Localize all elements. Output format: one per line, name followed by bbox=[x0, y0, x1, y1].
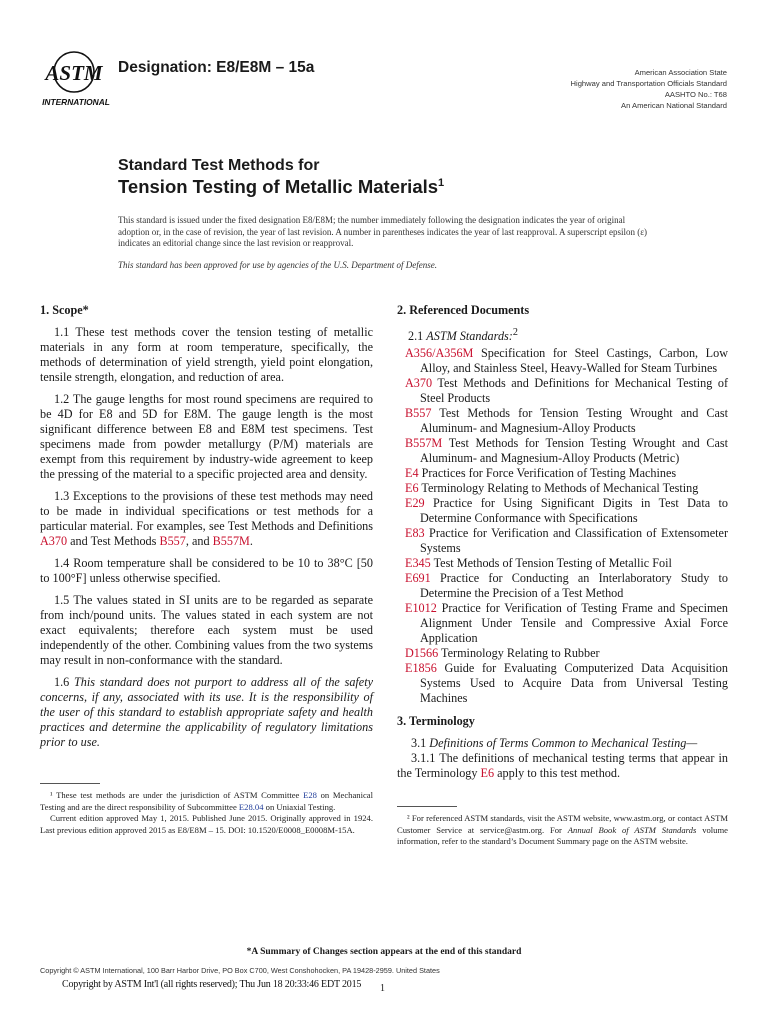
reference-item bbox=[405, 346, 728, 376]
footnote-rule bbox=[397, 806, 457, 807]
left-column bbox=[40, 303, 373, 757]
fn-text: ¹ These test methods are under the jurisdiction of ASTM Committee bbox=[50, 790, 304, 800]
reference-title: Test Methods for Tension Testing Wrought and Cast Aluminum- and Magnesium-Alloy Products (Metric) bbox=[420, 436, 729, 466]
footnote-mark: 2 bbox=[512, 327, 518, 338]
para-text: 3.1.1 The definitions of mechanical testing terms that appear in the Terminology bbox=[397, 751, 728, 781]
footnote-2 bbox=[397, 806, 728, 848]
para-1-3 bbox=[40, 489, 373, 549]
para-text: 1.3 Exceptions to the provisions of these test methods may need to be made in individual specifications or test methods for a particular material. For examples, see Test Methods and Definitions bbox=[40, 489, 373, 533]
para-number: 3.1 bbox=[411, 736, 430, 751]
ref-link-e29[interactable]: E29 bbox=[405, 496, 425, 511]
summary-of-changes-note: *A Summary of Changes section appears at the end of this standard bbox=[246, 947, 522, 957]
reference-title: Terminology Relating to Rubber bbox=[441, 646, 600, 661]
reference-item bbox=[405, 496, 728, 526]
title-footnote-mark: 1 bbox=[438, 176, 445, 189]
designation: Designation: E8/E8M – 15a bbox=[118, 59, 315, 76]
aashto-block bbox=[571, 67, 727, 111]
reference-item bbox=[405, 661, 728, 706]
ref-link-e83[interactable]: E83 bbox=[405, 526, 425, 541]
title-line-1: Standard Test Methods for bbox=[118, 157, 320, 174]
copyright-line: Copyright © ASTM International, 100 Barr Harbor Drive, PO Box C700, West Conshohocken, PA 19428-2959. United States bbox=[40, 966, 440, 975]
reference-title: Guide for Evaluating Computerized Data Acquisition Systems Used to Acquire Data from Universal Testing Machines bbox=[420, 661, 728, 706]
standard-notice: This standard is issued under the fixed designation E8/E8M; the number immediately following the designation indicates the year of original adoption or, in the case of revision, the year of last revision. A number in parentheses indicates the year of last reapproval. A superscript epsilon (ε) indicates an editorial change since the last revision or reapproval. bbox=[118, 215, 648, 249]
reference-item bbox=[405, 406, 728, 436]
fn-text: on Uniaxial Testing. bbox=[263, 801, 336, 812]
reference-item bbox=[405, 466, 728, 481]
para-text: . bbox=[249, 534, 253, 548]
para-1-1: 1.1 These test methods cover the tension testing of metallic materials in any form at room temperature, specifically, the methods of determination of yield strength, yield point elongation, tensile strength, elongation, and reduction of area. bbox=[40, 325, 373, 384]
footnote-1 bbox=[40, 783, 373, 836]
ref-link-e6[interactable]: E6 bbox=[480, 766, 495, 781]
ref-link-e6[interactable]: E6 bbox=[405, 481, 419, 496]
ref-link-e1856[interactable]: E1856 bbox=[405, 661, 437, 676]
title-text: Tension Testing of Metallic Materials bbox=[118, 176, 439, 197]
reference-title: Practice for Using Significant Digits in Test Data to Determine Conformance with Specifications bbox=[420, 496, 728, 526]
ref-link-e1012[interactable]: E1012 bbox=[405, 601, 437, 616]
referenced-heading: 2. Referenced Documents bbox=[397, 303, 530, 317]
fn-text: ² For referenced ASTM standards, visit the ASTM website, www.astm.org, or contact ASTM Customer Service at service@astm.org. For bbox=[397, 813, 728, 835]
ref-link-b557m[interactable]: B557M bbox=[212, 534, 250, 548]
dod-notice: This standard has been approved for use by agencies of the U.S. Department of Defense. bbox=[118, 260, 438, 270]
ref-link-a356-a356m[interactable]: A356/A356M bbox=[405, 346, 474, 361]
para-text: Definitions of Terms Common to Mechanical Testing— bbox=[429, 736, 698, 751]
para-text: , and bbox=[185, 534, 213, 548]
title-line-2 bbox=[118, 176, 444, 198]
reference-item bbox=[405, 376, 728, 406]
page-number: 1 bbox=[380, 983, 385, 994]
reference-item bbox=[405, 556, 728, 571]
reference-title: Practice for Verification and Classification of Extensometer Systems bbox=[420, 526, 728, 556]
terminology-heading: 3. Terminology bbox=[397, 714, 475, 729]
footnote-1-edition: Current edition approved May 1, 2015. Published June 2015. Originally approved in 1924. Last previous edition approved 2015 as E8/E8M – 15. DOI: 10.1520/E0008_E0008M-15A. bbox=[40, 813, 373, 835]
para-text: apply to this test method. bbox=[494, 766, 621, 781]
reference-title: Test Methods and Definitions for Mechanical Testing of Steel Products bbox=[420, 376, 728, 406]
para-1-4: 1.4 Room temperature shall be considered to be 10 to 38°C [50 to 100°F] unless otherwise specified. bbox=[40, 556, 373, 585]
aashto-line: Highway and Transportation Officials Standard bbox=[570, 79, 727, 88]
reference-title: Practice for Verification of Testing Frame and Specimen Alignment Under Tensile and Compressive Axial Force Application bbox=[420, 601, 728, 646]
reference-item bbox=[405, 481, 728, 496]
para-text: This standard does not purport to address all of the safety concerns, if any, associated with its use. It is the responsibility of the user of this standard to establish appropriate safety and health practices and determine the applicability of regulatory limitations prior to use. bbox=[40, 675, 374, 749]
fn-text: volume information, refer to the standard’s Document Summary page on the ASTM website. bbox=[397, 824, 728, 846]
scope-heading: 1. Scope* bbox=[40, 303, 89, 317]
footnote-rule bbox=[40, 783, 100, 784]
ref-link-b557[interactable]: B557 bbox=[159, 534, 186, 548]
reference-item bbox=[405, 571, 728, 601]
right-column bbox=[397, 303, 728, 788]
aashto-line: An American National Standard bbox=[621, 101, 727, 110]
aashto-line: American Association State bbox=[634, 68, 727, 77]
para-1-2: 1.2 The gauge lengths for most round specimens are required to be 4D for E8 and 5D for E8M. The gauge length is the most significant difference between E8 and E8M test specimens. Test specimens made from powder metallurgy (P/M) materials are exempt from this requirement by industry-wide agreement to keep the pressing of the material to a specific projected area and density. bbox=[40, 392, 373, 481]
reference-item bbox=[405, 526, 728, 556]
reference-title: Test Methods of Tension Testing of Metallic Foil bbox=[433, 556, 672, 571]
footnote-1-text bbox=[40, 790, 373, 813]
reference-title: Practice for Conducting an Interlaboratory Study to Determine the Precision of a Test Method bbox=[420, 571, 728, 601]
reference-title: Practices for Force Verification of Testing Machines bbox=[421, 466, 677, 481]
ref-link-b557m[interactable]: B557M bbox=[405, 436, 443, 451]
aashto-line: AASHTO No.: T68 bbox=[664, 90, 727, 99]
ref-link-a370[interactable]: A370 bbox=[40, 534, 68, 548]
ref-link-e691[interactable]: E691 bbox=[405, 571, 431, 586]
ref-link-e28[interactable]: E28 bbox=[303, 790, 317, 800]
reference-list bbox=[397, 346, 728, 706]
ref-link-d1566[interactable]: D1566 bbox=[405, 646, 439, 661]
para-3-1-1 bbox=[397, 751, 728, 781]
reference-item bbox=[405, 646, 728, 661]
sub-label: ASTM Standards: bbox=[426, 329, 513, 344]
para-1-5: 1.5 The values stated in SI units are to be regarded as separate from inch/pound units. The values stated in each system are not exact equivalents; therefore each system must be used independently of the other. Combining values from the two systems may result in non-conformance with the standard. bbox=[40, 593, 373, 667]
para-number: 2.1 bbox=[408, 329, 427, 344]
fn-italic: Annual Book of ASTM Standards bbox=[567, 824, 697, 835]
logo-subtext: INTERNATIONAL bbox=[42, 97, 110, 107]
ref-link-a370[interactable]: A370 bbox=[405, 376, 433, 391]
reference-item bbox=[405, 601, 728, 646]
ref-link-b557[interactable]: B557 bbox=[405, 406, 432, 421]
para-1-6 bbox=[40, 675, 373, 750]
ref-link-e4[interactable]: E4 bbox=[405, 466, 419, 481]
ref-link-e28-04[interactable]: E28.04 bbox=[238, 801, 264, 812]
footnote-2-text bbox=[397, 813, 728, 848]
astm-logo bbox=[40, 50, 112, 110]
license-stamp: Copyright by ASTM Int'l (all rights reserved); Thu Jun 18 20:33:46 EDT 2015 bbox=[62, 979, 362, 990]
para-number: 1.6 bbox=[54, 675, 74, 689]
para-text: and Test Methods bbox=[67, 534, 160, 548]
fn-text: on Mechanical Testing and are the direct responsibility of Subcommittee bbox=[40, 790, 373, 812]
para-3-1 bbox=[397, 736, 728, 751]
reference-title: Specification for Steel Castings, Carbon, Low Alloy, and Stainless Steel, Heavy-Walled for Steam Turbines bbox=[420, 346, 728, 376]
reference-title: Terminology Relating to Methods of Mechanical Testing bbox=[421, 481, 699, 496]
reference-item bbox=[405, 436, 728, 466]
reference-title: Test Methods for Tension Testing Wrought and Cast Aluminum- and Magnesium-Alloy Products bbox=[420, 406, 728, 436]
astm-standards-subheading bbox=[397, 325, 728, 344]
ref-link-e345[interactable]: E345 bbox=[405, 556, 431, 571]
logo-text: ASTM bbox=[45, 61, 103, 85]
